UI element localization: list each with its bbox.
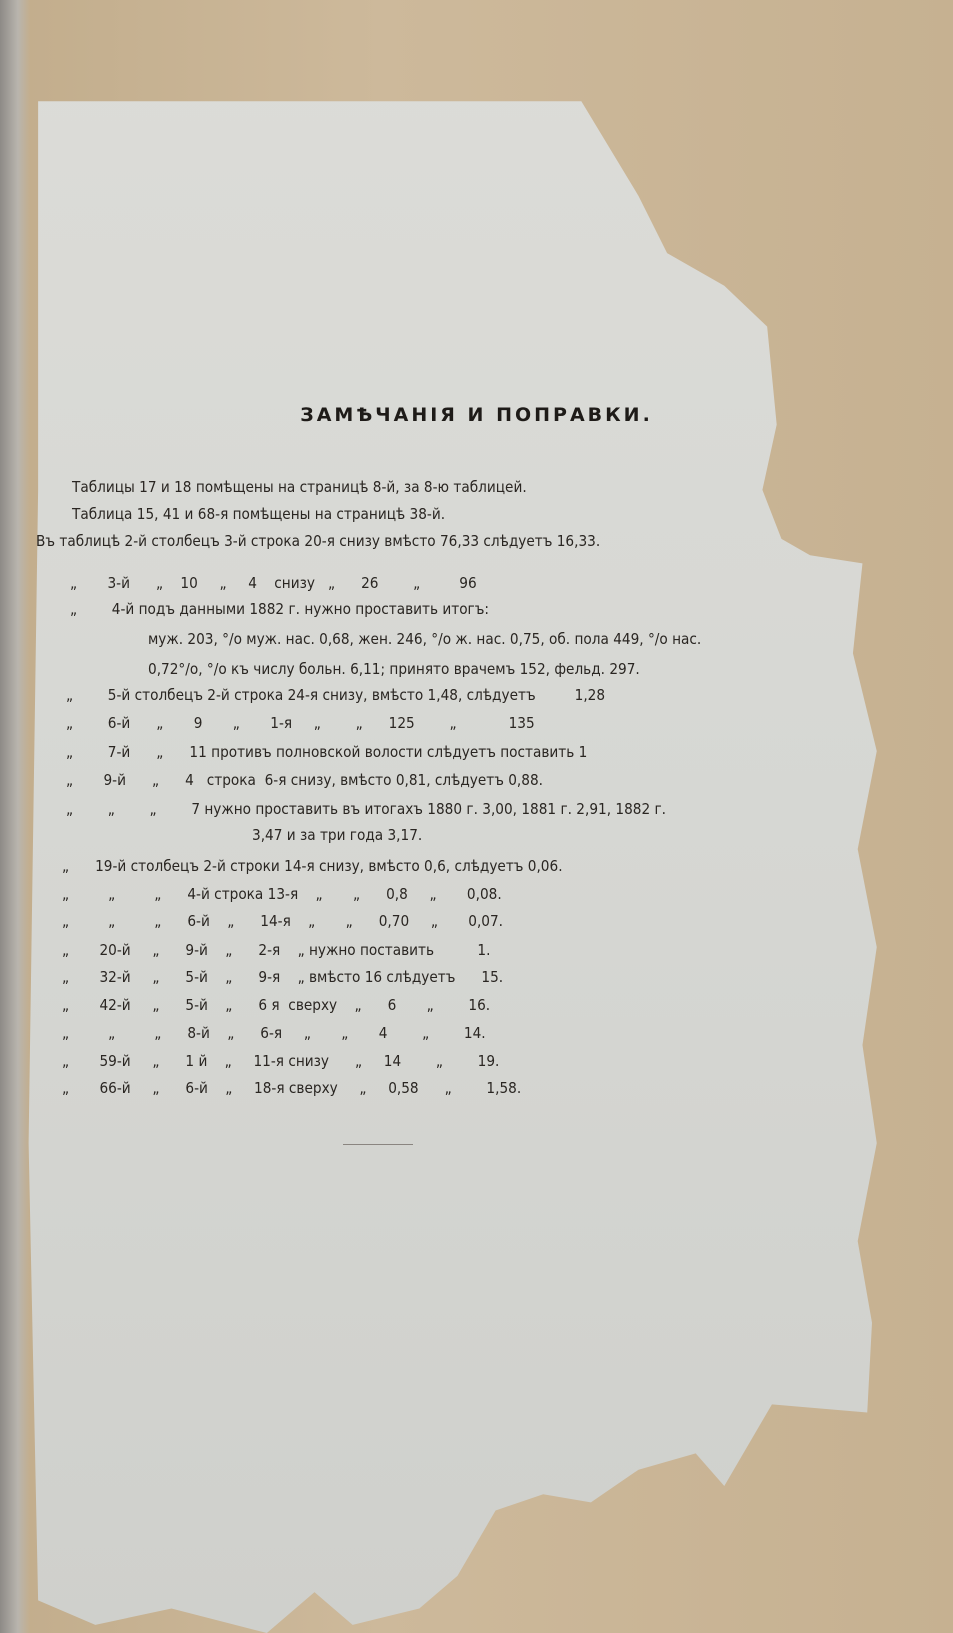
correction-line: „ 4-й подъ данными 1882 г. нужно проставить итогъ:	[70, 600, 489, 618]
correction-line: „ 19-й столбецъ 2-й строки 14-я снизу, вмѣсто 0,6, слѣдуетъ 0,06.	[62, 857, 563, 875]
correction-line: „ 42-й „ 5-й „ 6 я сверху „ 6 „ 16.	[62, 996, 491, 1014]
correction-line: муж. 203, °/o муж. нас. 0,68, жен. 246, °/o ж. нас. 0,75, об. пола 449, °/o нас.	[148, 630, 702, 648]
correction-line: „ „ „ 6-й „ 14-я „ „ 0,70 „ 0,07.	[62, 912, 504, 930]
correction-line: „ 20-й „ 9-й „ 2-я „ нужно поставить 1.	[62, 941, 491, 959]
correction-line: „ 3-й „ 10 „ 4 снизу „ 26 „ 96	[70, 574, 477, 592]
correction-line: Таблицы 17 и 18 помѣщены на страницѣ 8-й, за 8-ю таблицей.	[72, 478, 527, 496]
correction-line: „ 9-й „ 4 строка 6-я снизу, вмѣсто 0,81, слѣдуетъ 0,88.	[66, 771, 543, 789]
correction-line: „ „ „ 8-й „ 6-я „ „ 4 „ 14.	[62, 1024, 486, 1042]
correction-line: „ „ „ 7 нужно проставить въ итогахъ 1880 г. 3,00, 1881 г. 2,91, 1882 г.	[66, 800, 667, 818]
correction-line: „ 59-й „ 1 й „ 11-я снизу „ 14 „ 19.	[62, 1052, 500, 1070]
correction-line: „ 5-й столбецъ 2-й строка 24-я снизу, вмѣсто 1,48, слѣдуетъ 1,28	[66, 686, 606, 704]
correction-line: „ 66-й „ 6-й „ 18-я сверху „ 0,58 „ 1,58.	[62, 1079, 522, 1097]
correction-line: Таблица 15, 41 и 68-я помѣщены на страницѣ 38-й.	[72, 505, 446, 523]
correction-line: 0,72°/o, °/o къ числу больн. 6,11; принято врачемъ 152, фельд. 297.	[148, 660, 640, 678]
correction-line: 3,47 и за три года 3,17.	[252, 826, 423, 844]
page-title: ЗАМѢЧАНІЯ И ПОПРАВКИ.	[300, 404, 653, 426]
correction-line: Въ таблицѣ 2-й столбецъ 3-й строка 20-я снизу вмѣсто 76,33 слѣдуетъ 16,33.	[36, 532, 601, 550]
correction-line: „ 32-й „ 5-й „ 9-я „ вмѣсто 16 слѣдуетъ 15.	[62, 968, 504, 986]
correction-line: „ „ „ 4-й строка 13-я „ „ 0,8 „ 0,08.	[62, 885, 502, 903]
correction-line: „ 6-й „ 9 „ 1-я „ „ 125 „ 135	[66, 714, 535, 732]
closing-rule	[343, 1144, 413, 1145]
correction-line: „ 7-й „ 11 противъ полновской волости слѣдуетъ поставить 1	[66, 743, 588, 761]
